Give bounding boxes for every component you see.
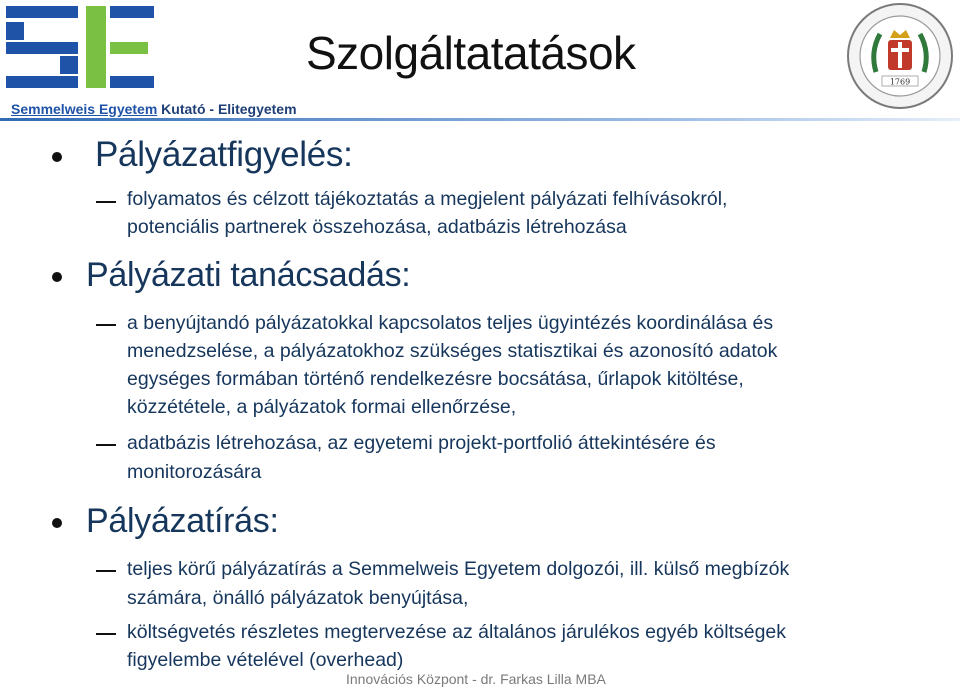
body-line: adatbázis létrehozása, az egyetemi projekt-portfolió áttekintésére és [127,432,716,454]
body-line: folyamatos és célzott tájékoztatás a megjelent pályázati felhívásokról, [127,188,728,210]
header-divider [0,118,960,121]
dash-marker [96,570,116,572]
seal-year: 1769 [889,77,911,87]
bullet-dot [52,272,62,282]
body-line: figyelembe vételével (overhead) [127,649,404,671]
bullet-dot [52,518,62,528]
bullet-dot [52,152,62,162]
footer-text: Innovációs Központ - dr. Farkas Lilla MBA [346,671,606,687]
dash-marker [96,444,116,446]
logo-subtitle [11,101,297,117]
dash-marker [96,633,116,635]
body-line: a benyújtandó pályázatokkal kapcsolatos teljes ügyintézés koordinálása és [127,312,774,334]
body-line: potenciális partnerek összehozása, adatbázis létrehozása [127,216,627,238]
dash-marker [96,324,116,326]
page-title: Szolgáltatatások [306,27,636,79]
body-line: közzététele, a pályázatok formai ellenőrzése, [127,396,517,418]
body-line: menedzselése, a pályázatokhoz szükséges statisztikai és azonosító adatok [127,340,778,362]
dash-marker [96,201,116,203]
body-line: monitorozására [127,461,262,483]
body-line: teljes körű pályázatírás a Semmelweis Egyetem dolgozói, ill. külső megbízók [127,558,790,580]
section-heading: Pályázatfigyelés: [95,135,353,174]
section-heading: Pályázati tanácsadás: [86,256,411,294]
body-line: számára, önálló pályázatok benyújtása, [127,587,469,609]
university-seal-icon [846,2,954,110]
body-line: egységes formában történő rendelkezésre bocsátása, űrlapok kitöltése, [127,368,744,390]
semmelweis-link[interactable]: Semmelweis Egyetem [11,101,158,117]
section-heading: Pályázatírás: [86,502,279,540]
logo-subtitle-rest: Kutató - Elitegyetem [157,101,297,117]
se-logo [6,4,156,92]
body-line: költségvetés részletes megtervezése az általános járulékos egyéb költségek [127,621,787,643]
